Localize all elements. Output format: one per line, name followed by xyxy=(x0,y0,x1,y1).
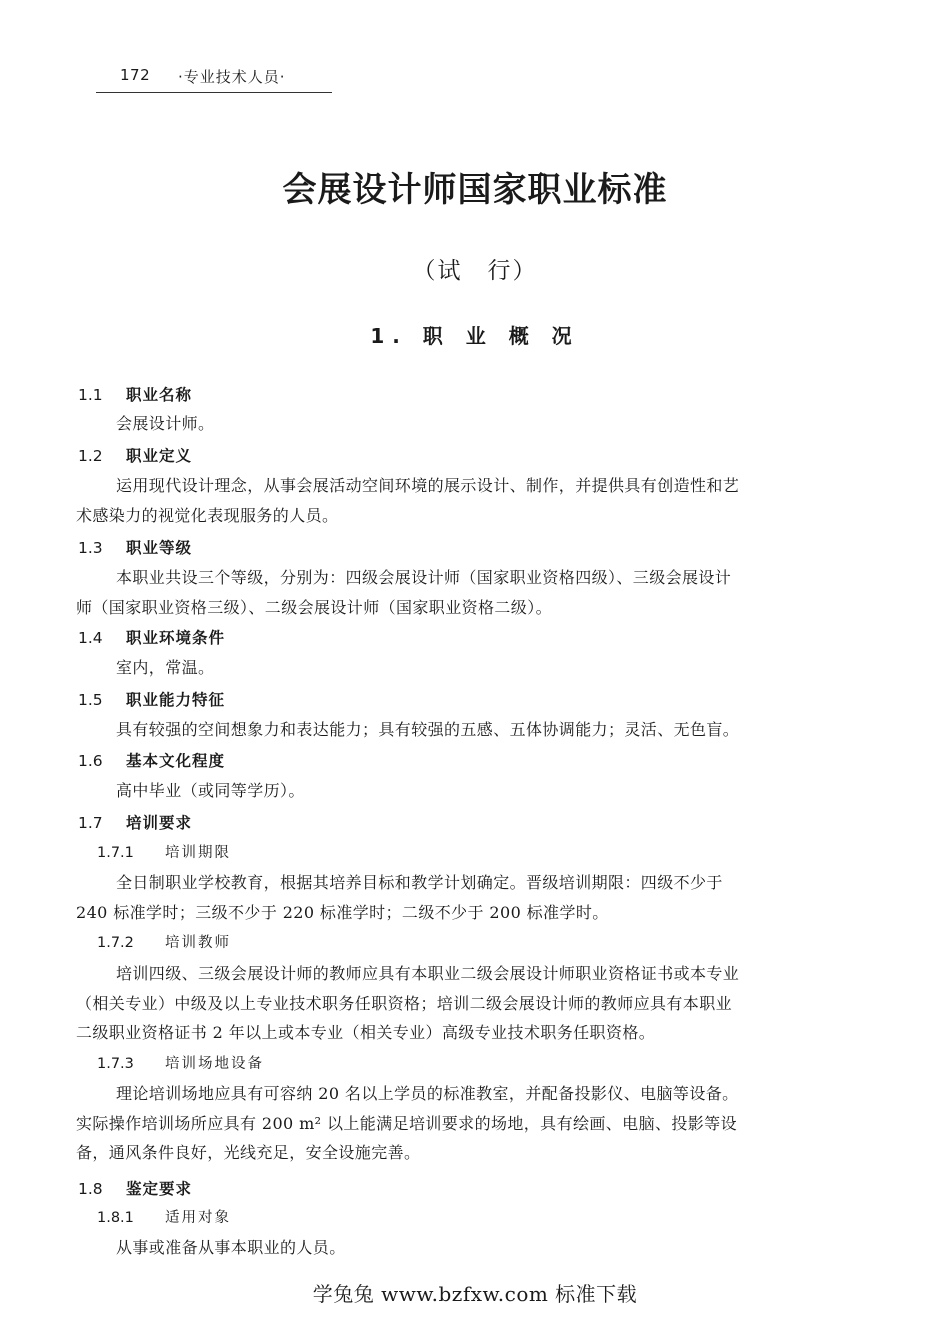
paragraph-line: 师（国家职业资格三级）、二级会展设计师（国家职业资格二级）。 xyxy=(76,597,553,617)
subsection-heading xyxy=(97,1207,231,1229)
section-heading xyxy=(78,537,192,559)
subsection-heading xyxy=(97,1053,264,1075)
chapter-heading: 1. 职 业 概 况 xyxy=(370,324,580,348)
paragraph xyxy=(76,409,874,439)
subsection-title: 适用对象 xyxy=(165,1210,231,1226)
section-title: 鉴定要求 xyxy=(126,1180,193,1198)
paragraph-line: 室内，常温。 xyxy=(116,658,215,677)
section-number: 1.1 xyxy=(78,386,103,404)
subsection-number: 1.7.2 xyxy=(97,935,134,951)
paragraph-line: 理论培训场地应具有可容纳 20 名以上学员的标准教室，并配备投影仪、电脑等设备。 xyxy=(116,1084,739,1103)
paragraph-line: 本职业共设三个等级，分别为：四级会展设计师（国家职业资格四级）、三级会展设计 xyxy=(116,568,732,587)
paragraph-line: 实际操作培训场所应具有 200 m² 以上能满足培训要求的场地，具有绘画、电脑、投影等设 xyxy=(76,1113,737,1133)
section-number: 1.5 xyxy=(78,691,103,709)
subsection-heading xyxy=(97,932,231,954)
paragraph-line: 运用现代设计理念，从事会展活动空间环境的展示设计、制作，并提供具有创造性和艺 xyxy=(116,476,740,495)
paragraph-line: 240 标准学时；三级不少于 220 标准学时；二级不少于 200 标准学时。 xyxy=(76,902,609,922)
document-title: 会展设计师国家职业标准 xyxy=(282,170,668,210)
paragraph xyxy=(76,959,874,1048)
paragraph-line: 术感染力的视觉化表现服务的人员。 xyxy=(76,505,339,525)
paragraph-line: 从事或准备从事本职业的人员。 xyxy=(116,1238,346,1257)
document-subtitle: （试 行） xyxy=(412,258,538,284)
section-number: 1.4 xyxy=(78,629,103,647)
section-number: 1.7 xyxy=(78,814,103,832)
section-heading xyxy=(78,445,192,467)
paragraph-line: （相关专业）中级及以上专业技术职务任职资格；培训二级会展设计师的教师应具有本职业 xyxy=(76,993,733,1013)
section-number: 1.6 xyxy=(78,752,103,770)
section-heading xyxy=(78,689,225,711)
section-title: 培训要求 xyxy=(126,814,193,832)
paragraph xyxy=(76,1233,874,1263)
running-header-section: ·专业技术人员· xyxy=(178,68,286,86)
paragraph xyxy=(76,868,874,927)
paragraph-line: 培训四级、三级会展设计师的教师应具有本职业二级会展设计师职业资格证书或本专业 xyxy=(116,964,740,983)
section-number: 1.8 xyxy=(78,1180,103,1198)
section-title: 职业能力特征 xyxy=(126,691,226,709)
page-number: 172 xyxy=(120,66,151,84)
paragraph-line: 备，通风条件良好，光线充足，安全设施完善。 xyxy=(76,1143,421,1162)
subsection-number: 1.8.1 xyxy=(97,1210,134,1226)
paragraph-line: 会展设计师。 xyxy=(116,414,215,433)
paragraph xyxy=(76,1079,874,1168)
section-heading xyxy=(78,1178,192,1200)
paragraph-line: 具有较强的空间想象力和表达能力；具有较强的五感、五体协调能力；灵活、无色盲。 xyxy=(116,720,740,739)
subsection-number: 1.7.1 xyxy=(97,845,134,861)
section-number: 1.2 xyxy=(78,447,103,465)
section-title: 职业等级 xyxy=(126,539,193,557)
section-heading xyxy=(78,812,192,834)
section-number: 1.3 xyxy=(78,539,103,557)
section-title: 基本文化程度 xyxy=(126,752,226,770)
paragraph-line: 全日制职业学校教育，根据其培养目标和教学计划确定。晋级培训期限：四级不少于 xyxy=(116,873,723,892)
paragraph-line: 二级职业资格证书 2 年以上或本专业（相关专业）高级专业技术职务任职资格。 xyxy=(76,1023,656,1042)
paragraph xyxy=(76,776,874,806)
subsection-title: 培训期限 xyxy=(165,845,231,861)
paragraph xyxy=(76,653,874,683)
subsection-title: 培训教师 xyxy=(165,935,231,951)
subsection-title: 培训场地设备 xyxy=(165,1056,264,1072)
subsection-heading xyxy=(97,842,231,864)
running-header xyxy=(96,66,332,93)
subsection-number: 1.7.3 xyxy=(97,1056,134,1072)
watermark-footer: 学兔兔 www.bzfxw.com 标准下载 xyxy=(312,1282,638,1306)
section-title: 职业环境条件 xyxy=(126,629,226,647)
paragraph xyxy=(76,715,874,745)
section-title: 职业定义 xyxy=(126,447,193,465)
section-title: 职业名称 xyxy=(126,386,193,404)
section-heading xyxy=(78,384,192,406)
section-heading xyxy=(78,750,225,772)
paragraph xyxy=(76,471,874,530)
paragraph xyxy=(76,563,874,622)
paragraph-line: 高中毕业（或同等学历）。 xyxy=(116,781,305,800)
section-heading xyxy=(78,627,225,649)
